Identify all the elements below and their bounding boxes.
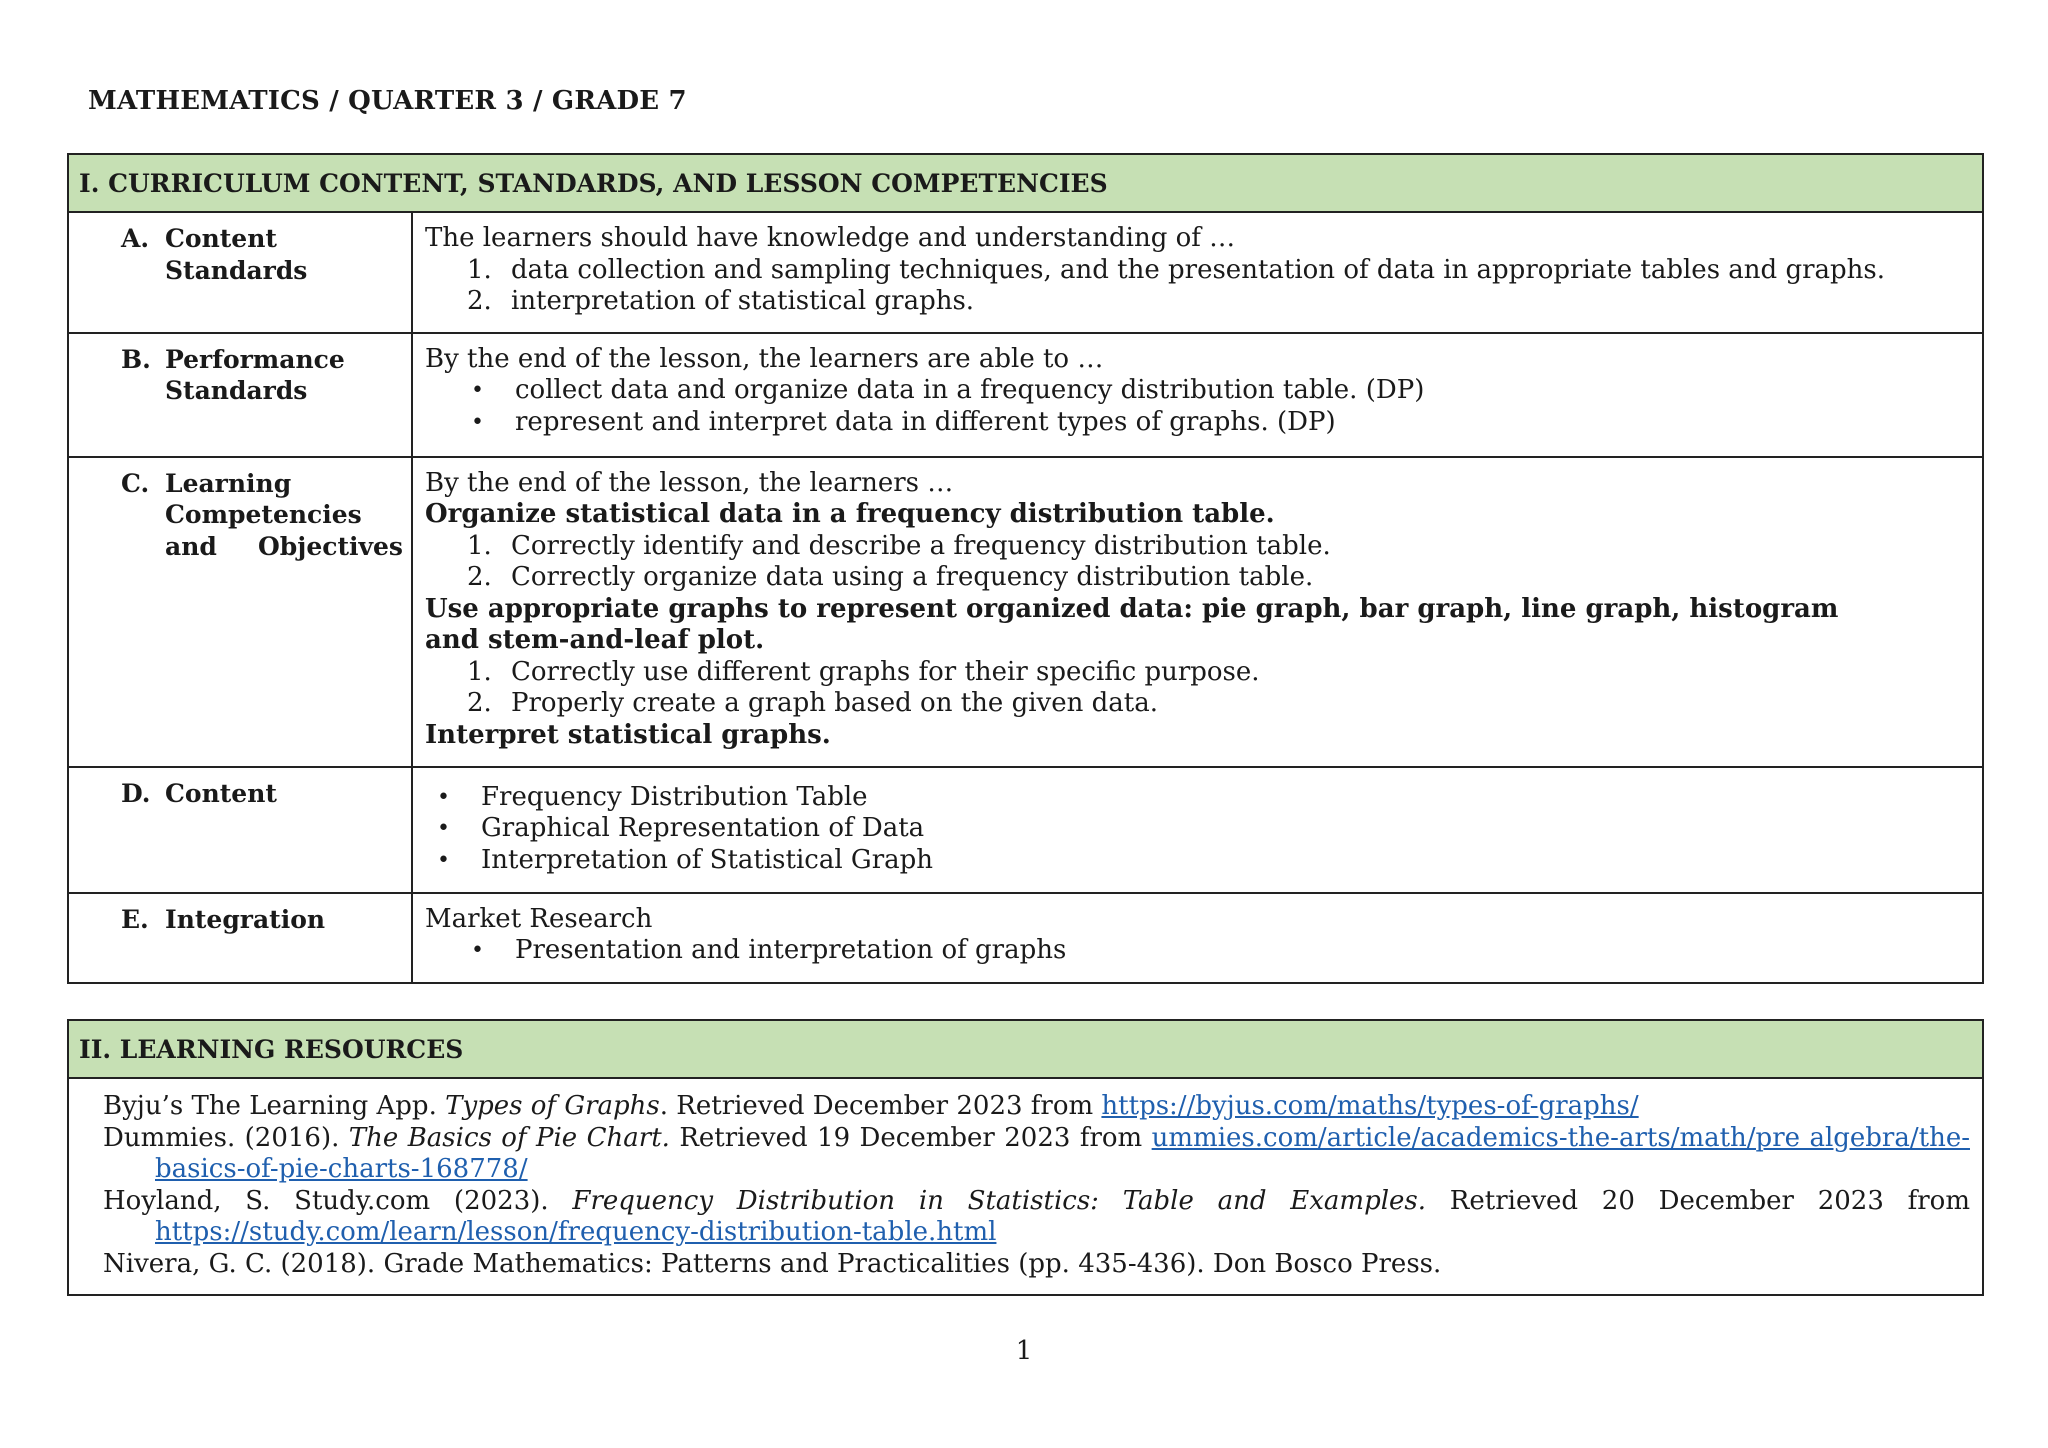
row-intro: Market Research <box>425 903 653 934</box>
page-number: 1 <box>1015 1336 1033 1366</box>
reference-title: The Basics of Pie Chart. <box>348 1122 670 1153</box>
reference-link[interactable]: https://study.com/learn/lesson/frequency-distribution-table.html <box>155 1217 997 1247</box>
row-body-content-standards <box>412 212 1983 333</box>
row-intro: The learners should have knowledge and understanding of … <box>425 223 1236 253</box>
row-body-integration <box>412 893 1983 983</box>
row-label-content-standards <box>68 212 412 333</box>
competency-heading: Use appropriate graphs to represent organized data: pie graph, bar graph, line graph, histogram <box>425 593 1839 624</box>
bullet-icon: • <box>471 938 484 963</box>
list-item: • represent and interpret data in different types of graphs. (DP) <box>471 406 1336 437</box>
list-item: • Frequency Distribution Table <box>437 781 868 812</box>
bullet-icon: • <box>437 784 450 810</box>
reference-item: Nivera, G. C. (2018). Grade Mathematics: Patterns and Practicalities (pp. 435-436). Don Bosco Press. <box>103 1248 1442 1279</box>
row-body-learning-competencies <box>412 457 1983 767</box>
bullet-icon: • <box>471 409 484 435</box>
reference-link[interactable]: ummies.com/article/academics-the-arts/math/pre algebra/the-basics-of-pie-charts-168778/ <box>155 1122 1970 1184</box>
reference-item: Byju’s The Learning App. Types of Graphs. Retrieved December 2023 from https://byjus.com/maths/types-of-graphs/ <box>103 1091 1639 1121</box>
list-item: • Graphical Representation of Data <box>437 813 925 843</box>
row-label-line: Competencies <box>165 500 362 529</box>
list-item: • Presentation and interpretation of graphs <box>471 935 1067 965</box>
row-label-line: Standards <box>165 255 308 285</box>
curriculum-table <box>67 153 1984 984</box>
list-item: 1. data collection and sampling techniques, and the presentation of data in appropriate tables and graphs. <box>467 254 1886 285</box>
row-content-standards <box>68 212 1983 333</box>
list-item: • collect data and organize data in a frequency distribution table. (DP) <box>471 375 1425 405</box>
row-intro: By the end of the lesson, the learners are able to … <box>425 343 1104 374</box>
bullet-icon: • <box>437 847 450 873</box>
learning-resources-table <box>67 1019 1984 1296</box>
resources-list <box>68 1078 1983 1295</box>
row-label-integration <box>68 893 412 983</box>
reference-item: Dummies. (2016). The Basics of Pie Chart. Retrieved 19 December 2023 from ummies.com/article/academics-the-arts/math/pre algebra/the-basics-of-pie-charts-168778/ <box>103 1122 1970 1184</box>
row-label-line: Standards <box>165 376 308 405</box>
row-label-line: Content <box>165 224 277 253</box>
bullet-icon: • <box>471 378 484 403</box>
row-label-line: Learning <box>165 468 292 498</box>
reference-title: Types of Graphs <box>445 1091 660 1121</box>
row-label-line: Integration <box>165 904 326 934</box>
section-heading-curriculum: I. CURRICULUM CONTENT, STANDARDS, AND LESSON COMPETENCIES <box>68 154 1983 212</box>
bullet-icon: • <box>437 816 450 841</box>
row-letter: A. <box>121 224 150 253</box>
row-label-line: and Objectives <box>165 531 403 561</box>
row-performance-standards <box>68 333 1983 457</box>
document-title: MATHEMATICS / QUARTER 3 / GRADE 7 <box>88 86 687 116</box>
reference-link[interactable]: https://byjus.com/maths/types-of-graphs/ <box>1101 1091 1639 1121</box>
row-label-learning-competencies <box>68 457 412 767</box>
row-intro: By the end of the lesson, the learners … <box>425 467 954 498</box>
row-letter: D. <box>121 778 151 808</box>
list-item: 1. Correctly use different graphs for their specific purpose. <box>467 656 1260 687</box>
row-label-content <box>68 767 412 893</box>
row-body-performance-standards <box>412 333 1983 457</box>
row-label-line: Content <box>165 778 277 808</box>
list-item: 2. Properly create a graph based on the given data. <box>467 688 1158 718</box>
competency-heading: Organize statistical data in a frequency distribution table. <box>425 499 1275 529</box>
reference-title: Frequency Distribution in Statistics: Table and Examples. <box>572 1185 1427 1216</box>
list-item: • Interpretation of Statistical Graph <box>437 844 934 875</box>
row-letter: C. <box>121 468 150 498</box>
row-learning-competencies <box>68 457 1983 767</box>
section-heading-resources: II. LEARNING RESOURCES <box>68 1020 1983 1078</box>
row-letter: E. <box>121 904 149 934</box>
row-label-performance-standards <box>68 333 412 457</box>
row-content <box>68 767 1983 893</box>
row-body-content <box>412 767 1983 893</box>
competency-heading: and stem-and-leaf plot. <box>425 625 765 655</box>
list-item: 1. Correctly identify and describe a frequency distribution table. <box>467 530 1331 561</box>
row-label-line: Performance <box>165 344 345 374</box>
list-item: 2. Correctly organize data using a frequency distribution table. <box>467 562 1314 592</box>
reference-item: Hoyland, S. Study.com (2023). Frequency Distribution in Statistics: Table and Examples. Retrieved 20 December 2023 from https://study.com/learn/lesson/frequency-distribution-table.html <box>103 1185 1970 1247</box>
competency-heading: Interpret statistical graphs. <box>425 719 831 750</box>
list-item: 2. interpretation of statistical graphs. <box>467 286 975 316</box>
row-letter: B. <box>121 344 151 374</box>
row-integration <box>68 893 1983 983</box>
